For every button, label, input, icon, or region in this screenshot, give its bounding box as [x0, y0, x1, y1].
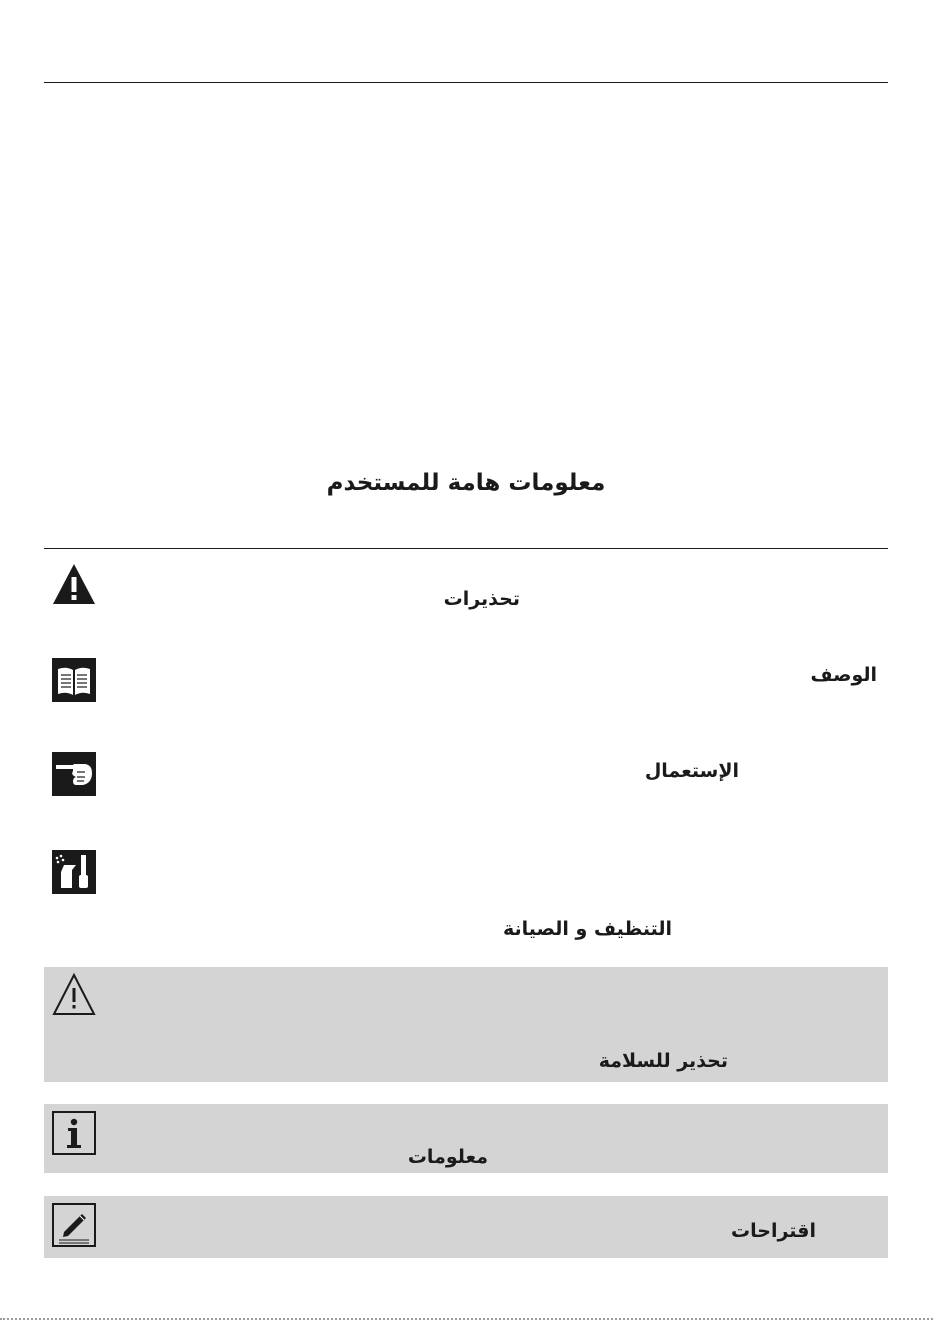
open-book-icon: [52, 658, 96, 702]
safety-notice-panel: [44, 967, 888, 1082]
information-notice-label: معلومات: [407, 1146, 488, 1168]
description-label: الوصف: [810, 664, 877, 686]
information-icon: [52, 1111, 96, 1155]
page-bottom-edge: [0, 1318, 933, 1320]
top-rule: [44, 82, 888, 83]
pencil-note-icon: [52, 1203, 96, 1247]
warnings-label: تحذيرات: [443, 588, 520, 610]
section-rule: [44, 548, 888, 549]
safety-notice-label: تحذير للسلامة: [598, 1050, 728, 1072]
suggestions-notice-label: اقتراحات: [731, 1220, 816, 1242]
cleaning-tools-icon: [52, 850, 96, 894]
warning-outline-icon: [52, 972, 96, 1016]
warning-triangle-icon: [52, 562, 96, 606]
page-title: معلومات هامة للمستخدم: [326, 470, 606, 496]
cleaning-label: التنظيف و الصيانة: [502, 918, 672, 940]
pointing-hand-icon: [52, 752, 96, 796]
usage-label: الإستعمال: [644, 760, 739, 782]
